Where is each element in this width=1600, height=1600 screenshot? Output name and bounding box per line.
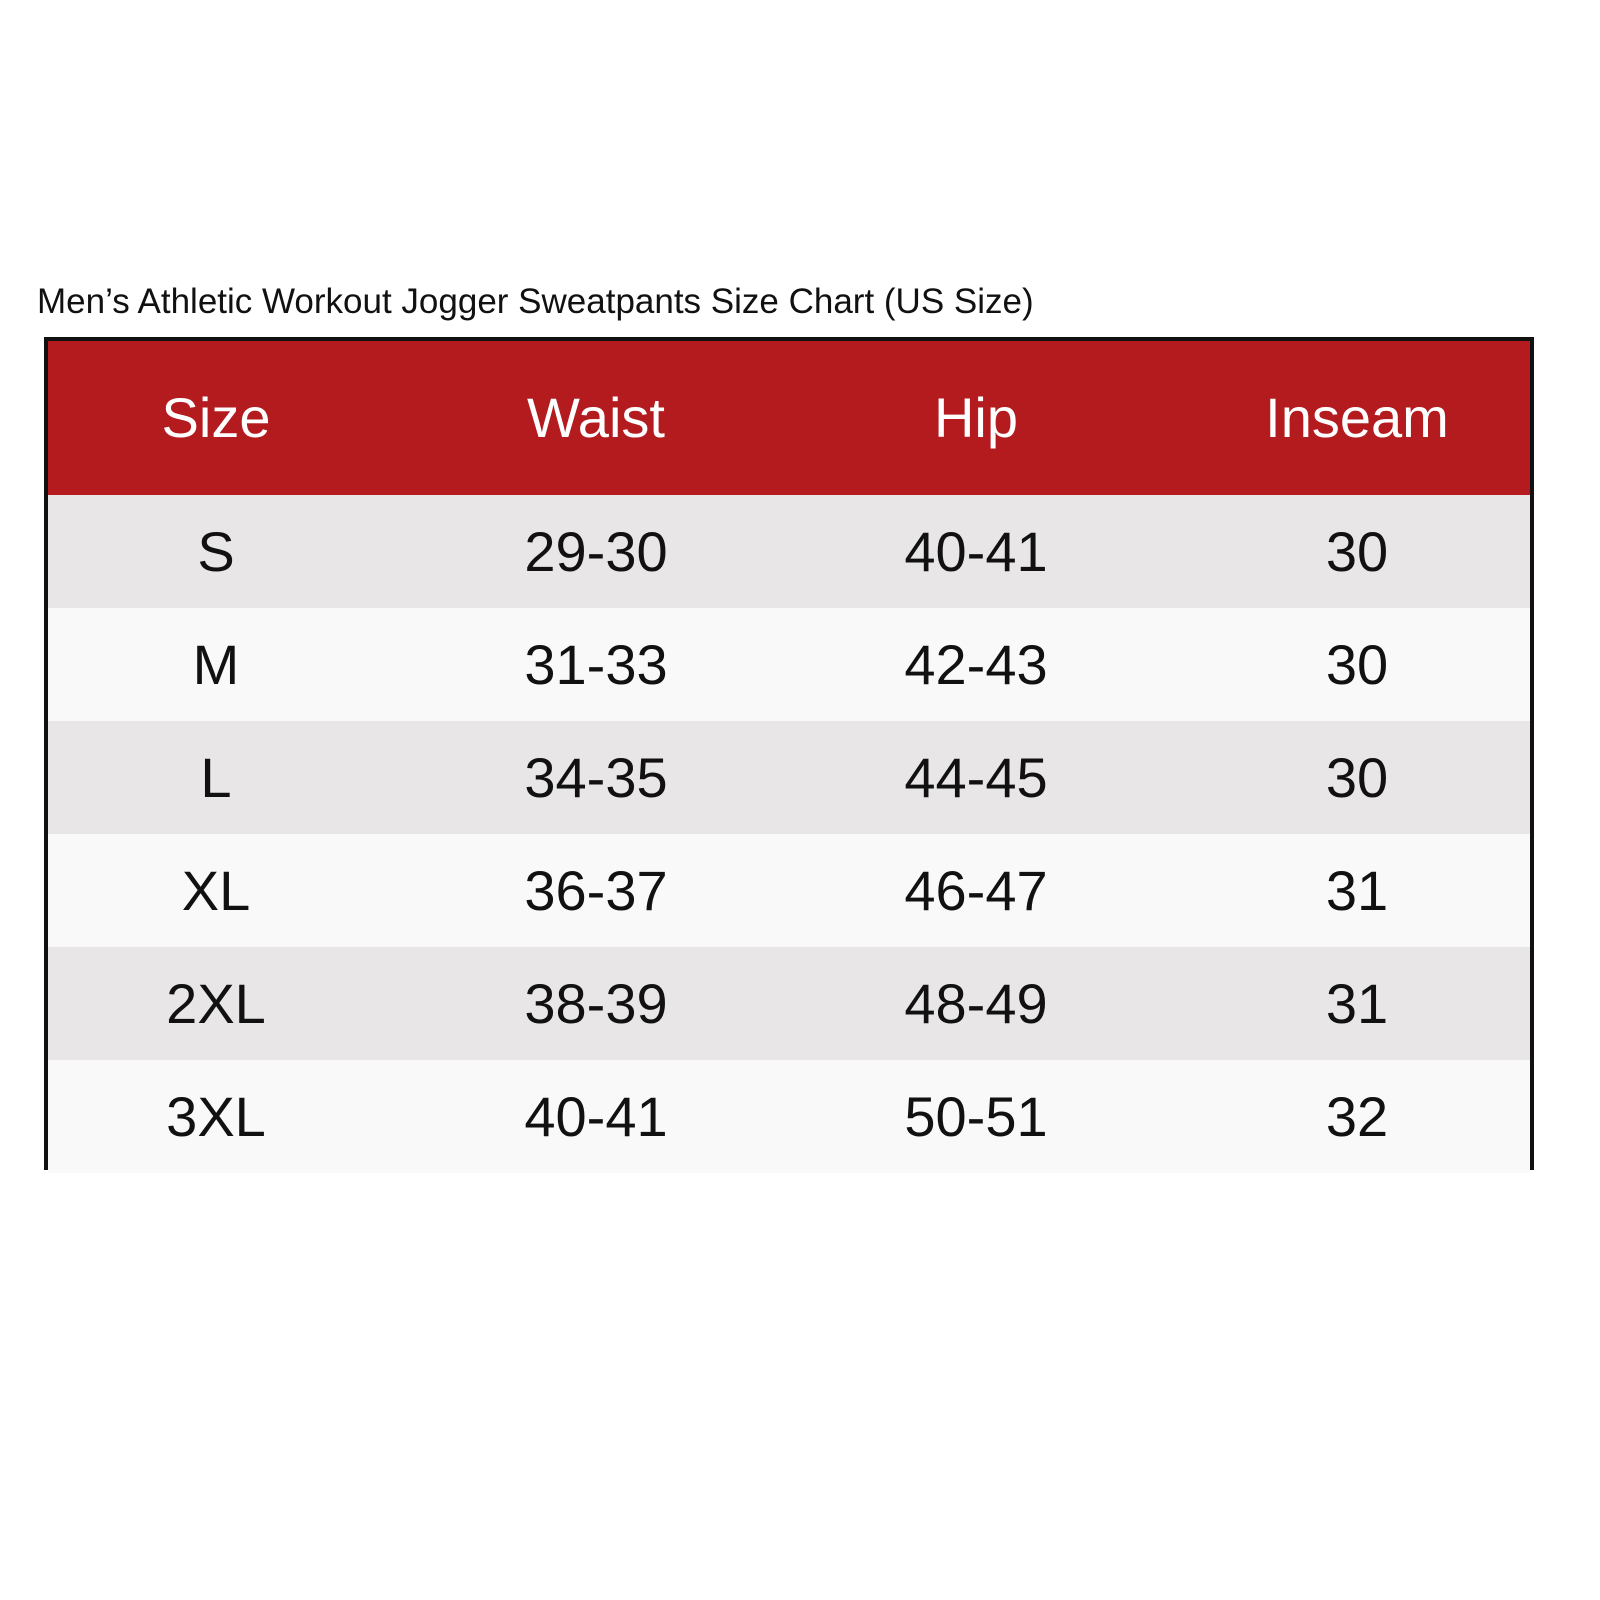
- cell-hip: 40-41: [904, 520, 1048, 583]
- cell-inseam: 30: [1325, 520, 1389, 583]
- table-row: [48, 1060, 1530, 1173]
- size-chart-table: [44, 337, 1534, 1170]
- cell-waist: 31-33: [524, 633, 668, 696]
- cell-waist: 29-30: [524, 520, 668, 583]
- header-waist: Waist: [527, 386, 665, 449]
- cell-waist: 34-35: [524, 746, 668, 809]
- table-row: [48, 608, 1530, 721]
- header-inseam: Inseam: [1265, 386, 1449, 449]
- cell-inseam: 30: [1325, 746, 1389, 809]
- cell-inseam: 30: [1325, 633, 1389, 696]
- cell-size: L: [200, 746, 232, 809]
- cell-hip: 50-51: [904, 1085, 1048, 1148]
- cell-inseam: 31: [1325, 859, 1389, 922]
- cell-waist: 38-39: [524, 972, 668, 1035]
- cell-hip: 46-47: [904, 859, 1048, 922]
- cell-hip: 44-45: [904, 746, 1048, 809]
- cell-size: XL: [181, 859, 251, 922]
- table-row: [48, 947, 1530, 1060]
- table-row: [48, 834, 1530, 947]
- cell-inseam: 32: [1325, 1085, 1389, 1148]
- cell-hip: 48-49: [904, 972, 1048, 1035]
- cell-size: 3XL: [166, 1085, 266, 1148]
- cell-waist: 36-37: [524, 859, 668, 922]
- table-row: [48, 495, 1530, 608]
- table-row: [48, 721, 1530, 834]
- table-header-row: [48, 341, 1530, 495]
- cell-waist: 40-41: [524, 1085, 668, 1148]
- header-size: Size: [161, 386, 271, 449]
- cell-size: S: [197, 520, 235, 583]
- cell-size: M: [192, 633, 240, 696]
- cell-inseam: 31: [1325, 972, 1389, 1035]
- header-hip: Hip: [933, 386, 1019, 449]
- size-chart-title: Men’s Athletic Workout Jogger Sweatpants Size Chart (US Size): [37, 282, 1034, 321]
- cell-hip: 42-43: [904, 633, 1048, 696]
- cell-size: 2XL: [166, 972, 266, 1035]
